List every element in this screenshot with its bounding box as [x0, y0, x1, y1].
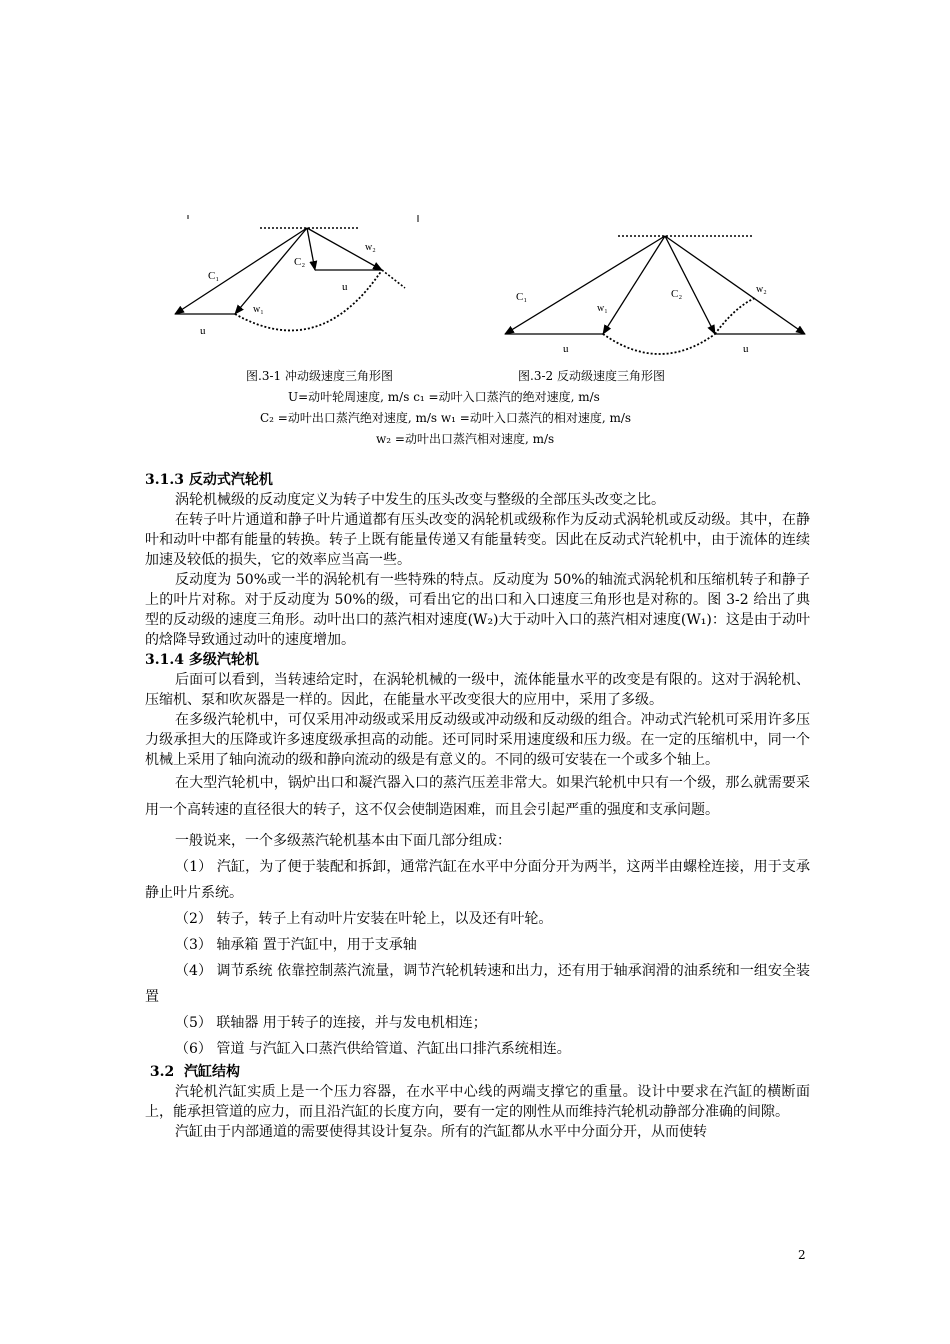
list-item: （3） 轴承箱 置于汽缸中，用于支承轴: [175, 937, 417, 953]
paragraph: 反动度为 50%或一半的涡轮机有一些特殊的特点。反动度为 50%的轴流式涡轮机和压缩机转子和静子上的叶片对称。对于反动度为 50%的级，可看出它的出口和入口速度三角形也是对称的。图 3-2 给出了典型的反动级的速度三角形。动叶出口的蒸汽相对速度(W₂)大于动叶入口的蒸汽相对速度(W₁)：这是由于动叶的焓降导致通过动叶的速度增加。: [145, 572, 810, 648]
figure-3-1-caption: 图.3-1 冲动级速度三角形图: [246, 369, 393, 383]
right-w2-label: w₂: [756, 284, 767, 295]
paragraph: 汽缸由于内部通道的需要使得其设计复杂。所有的汽缸都从水平中分面分开，从而使转: [175, 1124, 707, 1140]
paragraph: 后面可以看到，当转速给定时，在涡轮机械的一级中，流体能量水平的改变是有限的。这对于涡轮机、压缩机、泵和吹灰器是一样的。因此，在能量水平改变很大的应用中，采用了多级。: [145, 672, 810, 708]
section-heading-3-2: 3.2 汽缸结构: [145, 1064, 240, 1080]
paragraph: 涡轮机械级的反动度定义为转子中发生的压头改变与整级的全部压头改变之比。: [175, 492, 665, 508]
left-w2-label: w₂: [365, 242, 376, 253]
right-w1-label: w₁: [597, 303, 608, 314]
left-w1-label: w₁: [253, 304, 264, 315]
list-item: （2） 转子，转子上有动叶片安装在叶轮上，以及还有叶轮。: [175, 911, 553, 927]
figure-3-2-caption: 图.3-2 反动级速度三角形图: [518, 369, 665, 383]
section-heading-3-1-3: 3.1.3 反动式汽轮机: [145, 472, 273, 488]
right-c2-label: C₂: [671, 288, 683, 300]
body-text: [145, 470, 810, 1142]
paragraph: 在大型汽轮机中，锅炉出口和凝汽器入口的蒸汽压差非常大。如果汽轮机中只有一个级，那么就需要采用一个高转速的直径很大的转子，这不仅会使制造困难，而且会引起严重的强度和支承问题。: [145, 775, 810, 818]
legend-line-2: C₂ =动叶出口蒸汽绝对速度, m/s w₁ =动叶入口蒸汽的相对速度, m/s: [260, 411, 632, 425]
list-item: （4） 调节系统 依靠控制蒸汽流量，调节汽轮机转速和出力，还有用于轴承润滑的油系统和一组安全装置: [145, 963, 810, 1005]
legend-line-1: U=动叶轮周速度, m/s c₁ =动叶入口蒸汽的绝对速度, m/s: [288, 390, 600, 404]
section-heading-3-1-4: 3.1.4 多级汽轮机: [145, 652, 259, 668]
legend-line-3: w₂ =动叶出口蒸汽相对速度, m/s: [376, 432, 555, 446]
right-u-left-label: u: [563, 343, 569, 355]
page-number: 2: [798, 1248, 806, 1262]
paragraph: 在多级汽轮机中，可仅采用冲动级或采用反动级或冲动级和反动级的组合。冲动式汽轮机可采用许多压力级承担大的压降或许多速度级承担高的动能。还可同时采用速度级和压力级。在一定的压缩机中，同一个机械上采用了轴向流动的级和静向流动的级是有意义的。不同的级可安装在一个或多个轴上。: [145, 712, 810, 768]
velocity-triangle-figures: [160, 212, 820, 362]
left-c2-label: C₂: [294, 256, 306, 268]
right-c1-label: C₁: [516, 291, 528, 303]
list-item: （6） 管道 与汽缸入口蒸汽供给管道、汽缸出口排汽系统相连。: [175, 1041, 571, 1057]
left-u-bottom-label: u: [200, 325, 206, 337]
list-item: （1） 汽缸，为了便于装配和拆卸，通常汽缸在水平中分面分开为两半，这两半由螺栓连接，用于支承静止叶片系统。: [145, 859, 810, 901]
list-item: （5） 联轴器 用于转子的连接，并与发电机相连；: [175, 1015, 487, 1031]
reaction-triangle-diagram: [505, 236, 805, 355]
impulse-triangle-diagram: [175, 215, 418, 337]
paragraph: 汽轮机汽缸实质上是一个压力容器，在水平中心线的两端支撑它的重量。设计中要求在汽缸的横断面上，能承担管道的应力，而且沿汽缸的长度方向，要有一定的刚性从而维持汽轮机动静部分准确的间隙。: [145, 1084, 810, 1120]
left-c1-label: C₁: [208, 270, 220, 282]
paragraph: 在转子叶片通道和静子叶片通道都有压头改变的涡轮机或级称作为反动式涡轮机或反动级。其中，在静叶和动叶中都有能量的转换。转子上既有能量传递又有能量转变。因此在反动式汽轮机中，由于流体的连续加速及较低的损失，它的效率应当高一些。: [145, 512, 810, 568]
right-u-right-label: u: [743, 343, 749, 355]
paragraph: 一般说来，一个多级蒸汽轮机基本由下面几部分组成：: [175, 833, 511, 849]
left-u-top-label: u: [342, 281, 348, 293]
